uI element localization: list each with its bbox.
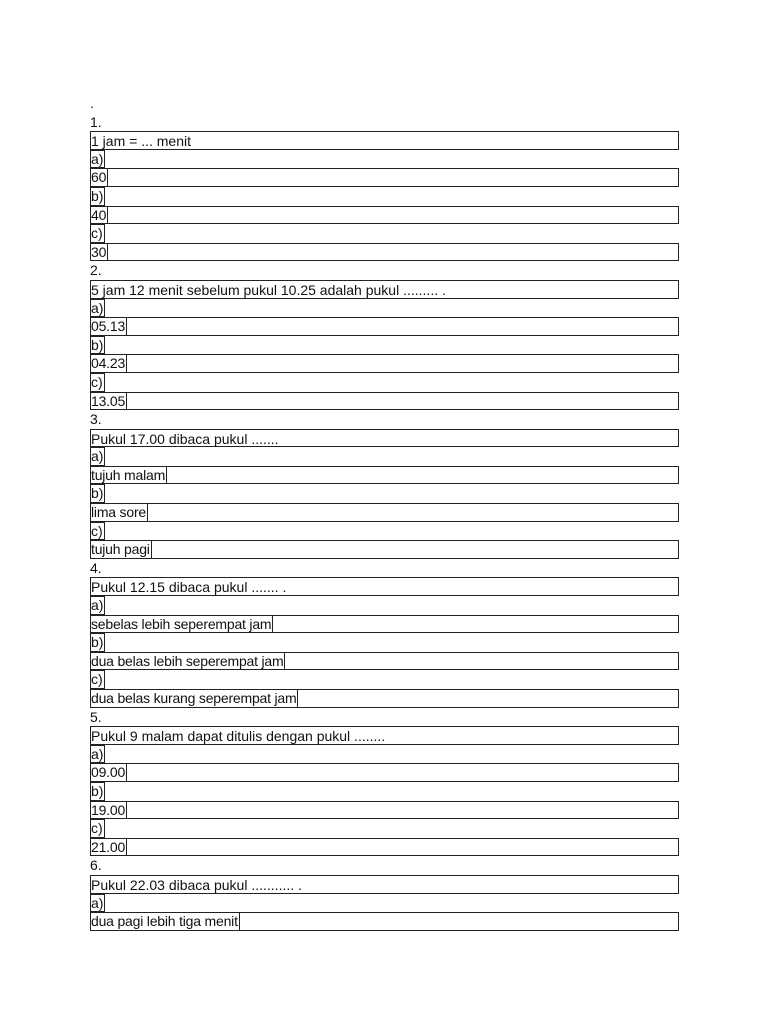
question-text: Pukul 22.03 dibaca pukul ........... . xyxy=(90,875,679,894)
option-answer-row[interactable] xyxy=(90,801,679,820)
option-label: b) xyxy=(91,336,104,353)
question-number: 1. xyxy=(90,113,102,130)
option-label-row xyxy=(90,670,679,689)
question-text: 5 jam 12 menit sebelum pukul 10.25 adalah pukul ......... . xyxy=(90,280,679,299)
option-label: a) xyxy=(91,597,104,614)
option-answer-text: 04.23 xyxy=(91,355,126,372)
option-answer-row[interactable] xyxy=(90,652,679,671)
option-label-row xyxy=(90,447,679,466)
option-answer-text: sebelas lebih seperempat jam xyxy=(91,615,272,632)
option-label: a) xyxy=(91,448,104,465)
question-text: 1 jam = ... menit xyxy=(90,131,679,150)
option-label-row xyxy=(90,484,679,503)
option-label-row xyxy=(90,819,679,838)
option-answer-row[interactable] xyxy=(90,168,679,187)
option-answer-text: lima sore xyxy=(91,504,146,521)
option-label: b) xyxy=(91,634,104,651)
option-label-row xyxy=(90,224,679,243)
option-label: b) xyxy=(91,782,104,799)
option-label-row xyxy=(90,782,679,801)
worksheet xyxy=(90,94,679,931)
option-answer-row[interactable] xyxy=(90,615,679,634)
question-number: 5. xyxy=(90,708,102,725)
option-answer-text: 13.05 xyxy=(91,392,126,409)
option-label: b) xyxy=(91,187,104,204)
option-label: a) xyxy=(91,150,104,167)
option-label-row xyxy=(90,299,679,318)
option-label: c) xyxy=(91,373,103,390)
option-label: c) xyxy=(91,820,103,837)
question-text: Pukul 17.00 dibaca pukul ....... xyxy=(90,429,679,448)
option-answer-text: 09.00 xyxy=(91,764,126,781)
option-answer-text: 21.00 xyxy=(91,838,126,855)
option-answer-text: 19.00 xyxy=(91,801,126,818)
question-number: 4. xyxy=(90,559,102,576)
option-answer-row[interactable] xyxy=(90,206,679,225)
option-label-row xyxy=(90,522,679,541)
option-label-row xyxy=(90,187,679,206)
question-text: Pukul 9 malam dapat ditulis dengan pukul ........ xyxy=(90,726,679,745)
question-list xyxy=(90,113,679,931)
option-answer-row[interactable] xyxy=(90,503,679,522)
option-answer-row[interactable] xyxy=(90,466,679,485)
question-number: 2. xyxy=(90,262,102,279)
option-label: c) xyxy=(91,225,103,242)
option-answer-text: tujuh pagi xyxy=(91,541,150,558)
option-label: a) xyxy=(91,894,104,911)
option-label-row xyxy=(90,633,679,652)
option-label-row xyxy=(90,373,679,392)
option-answer-row[interactable] xyxy=(90,317,679,336)
option-answer-text: 05.13 xyxy=(91,318,126,335)
option-label-row xyxy=(90,596,679,615)
option-label: b) xyxy=(91,485,104,502)
question-number: 6. xyxy=(90,857,102,874)
question-text: Pukul 12.15 dibaca pukul ....... . xyxy=(90,577,679,596)
option-label: a) xyxy=(91,299,104,316)
option-answer-row[interactable] xyxy=(90,838,679,857)
option-label-row xyxy=(90,150,679,169)
option-label-row xyxy=(90,894,679,913)
option-answer-text: 60 xyxy=(91,169,107,186)
option-answer-row[interactable] xyxy=(90,540,679,559)
option-label-row xyxy=(90,745,679,764)
option-answer-text: 30 xyxy=(91,243,107,260)
option-answer-row[interactable] xyxy=(90,689,679,708)
option-answer-text: 40 xyxy=(91,206,107,223)
option-label-row xyxy=(90,336,679,355)
option-label: a) xyxy=(91,745,104,762)
option-answer-row[interactable] xyxy=(90,354,679,373)
option-label: c) xyxy=(91,671,103,688)
option-answer-text: dua pagi lebih tiga menit xyxy=(91,913,238,930)
option-answer-text: dua belas lebih seperempat jam xyxy=(91,652,284,669)
option-answer-row[interactable] xyxy=(90,392,679,411)
top-mark: . xyxy=(90,95,94,111)
option-answer-row[interactable] xyxy=(90,243,679,262)
question-number: 3. xyxy=(90,411,102,428)
option-label: c) xyxy=(91,522,103,539)
option-answer-row[interactable] xyxy=(90,912,679,931)
option-answer-text: dua belas kurang seperempat jam xyxy=(91,690,297,706)
option-answer-text: tujuh malam xyxy=(91,466,166,483)
option-answer-row[interactable] xyxy=(90,763,679,782)
